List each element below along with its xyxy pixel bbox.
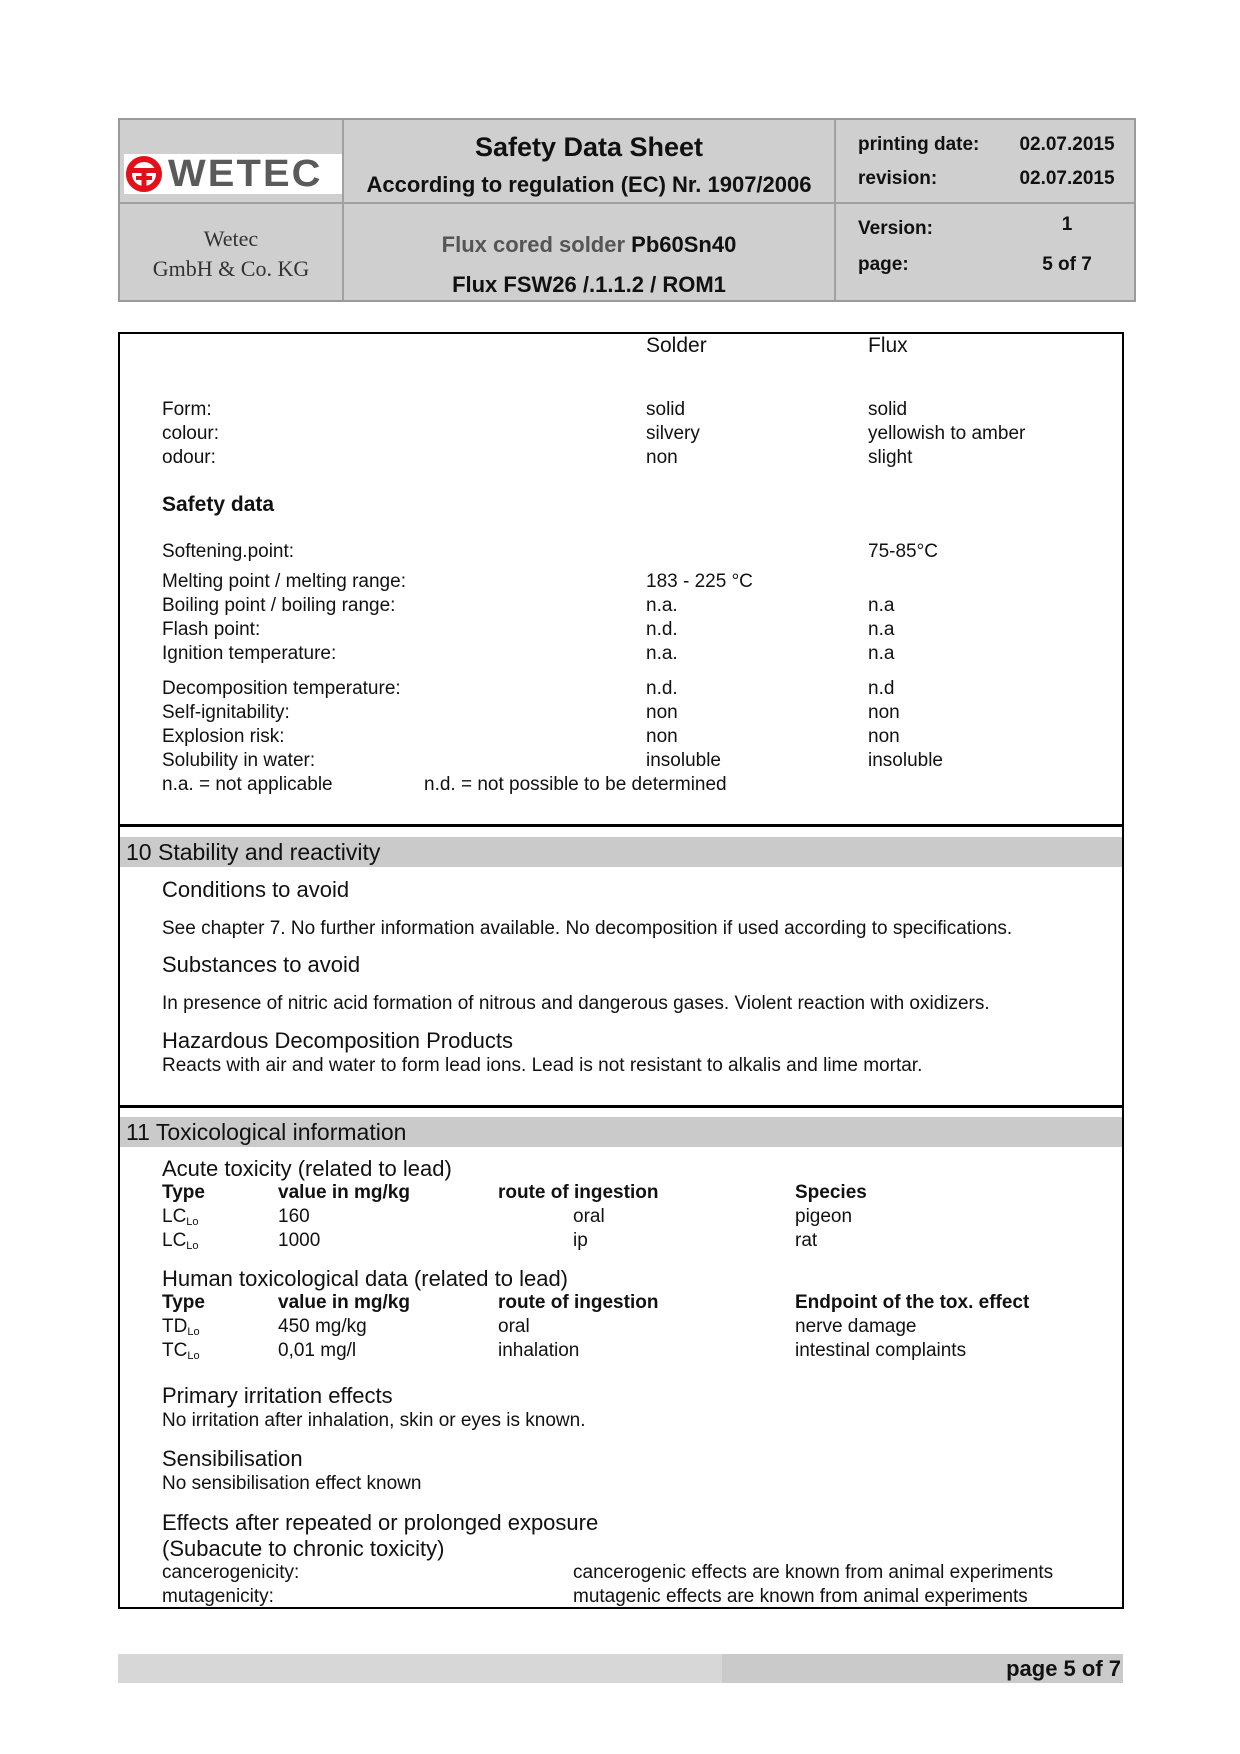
footer-page-number: page 5 of 7 [1006,1656,1121,1681]
header-divider [834,120,836,300]
property-label: Flash point: [162,619,261,640]
substances-text: In presence of nitric acid formation of nitrous and dangerous gases. Violent reaction with oxidizers. [162,993,990,1014]
company-line-1: Wetec [203,226,259,251]
tox-value: 160 [278,1206,310,1227]
section-divider [118,824,1124,827]
property-solder: non [646,447,678,468]
property-solder: n.a. [646,643,678,664]
col-endpoint: Endpoint of the tox. effect [795,1292,1030,1313]
property-flux: n.a [868,643,895,664]
repeated-exposure-subheading: (Subacute to chronic toxicity) [162,1536,445,1561]
product-name [344,232,834,258]
property-flux: insoluble [868,750,943,771]
tox-route: oral [573,1206,605,1227]
irritation-text: No irritation after inhalation, skin or eyes is known. [162,1410,586,1431]
section-divider [118,1105,1124,1108]
col-species: Species [795,1182,867,1203]
tox-species: pigeon [795,1206,853,1227]
tox-value: 1000 [278,1230,321,1251]
property-flux: non [868,726,900,747]
tox-route: oral [498,1316,530,1337]
document-title: Safety Data Sheet [474,132,704,162]
property-label: Solubility in water: [162,750,316,771]
tox-value: 450 mg/kg [278,1316,367,1337]
property-label: Explosion risk: [162,726,285,747]
legend-na: n.a. = not applicable [162,774,333,795]
property-label: Form: [162,399,212,420]
page-value: 5 of 7 [1042,254,1092,275]
col-value: value in mg/kg [278,1292,410,1313]
revision-label: revision: [858,168,938,189]
sensibilisation-text: No sensibilisation effect known [162,1473,422,1494]
section-11-title: 11 Toxicological information [120,1117,1122,1147]
wetec-logo [124,154,342,194]
wetec-logo-icon [126,156,162,192]
tox-endpoint: nerve damage [795,1316,917,1337]
property-solder: n.d. [646,619,678,640]
tox-route: ip [573,1230,588,1251]
conditions-text: See chapter 7. No further information available. No decomposition if used according to specifications. [162,918,1013,939]
property-label: Self-ignitability: [162,702,290,723]
header-divider [120,202,1134,204]
property-flux: slight [868,447,913,468]
property-solder: insoluble [646,750,721,771]
column-header-flux: Flux [868,334,908,357]
property-flux: solid [868,399,908,420]
tox-value: 0,01 mg/l [278,1340,357,1361]
property-solder: n.a. [646,595,678,616]
property-label: Melting point / melting range: [162,571,406,592]
property-flux: 75-85°C [868,541,938,562]
effect-value: mutagenic effects are known from animal experiments [573,1586,1028,1607]
company-line-2: GmbH & Co. KG [152,256,310,281]
property-flux: non [868,702,900,723]
tox-type: $LC_{Lo}$ [162,1206,199,1228]
printing-date-label: printing date: [858,134,980,155]
col-type: Type [162,1182,205,1203]
version-value: 1 [1061,214,1073,235]
product-flux: Flux FSW26 /.1.1.2 / ROM1 [452,272,726,297]
property-flux: n.d [868,678,895,699]
printing-date-value: 02.07.2015 [1019,134,1115,155]
document-header [118,118,1136,302]
col-route: route of ingestion [498,1182,659,1203]
irritation-heading: Primary irritation effects [162,1383,393,1408]
property-label: odour: [162,447,216,468]
tox-type: $TC_{Lo}$ [162,1340,200,1362]
logo-wordmark: WETEC [168,153,323,195]
property-flux: yellowish to amber [868,423,1026,444]
legend-nd: n.d. = not possible to be determined [424,774,727,795]
page-footer [118,1654,1123,1683]
product-prefix: Flux cored solder [441,232,632,257]
column-header-solder: Solder [646,334,707,357]
page-label: page: [858,254,909,275]
sensibilisation-heading: Sensibilisation [162,1446,303,1471]
tox-route: inhalation [498,1340,580,1361]
tox-type: $TD_{Lo}$ [162,1316,200,1338]
col-value: value in mg/kg [278,1182,410,1203]
version-label: Version: [858,218,933,239]
col-type: Type [162,1292,205,1313]
tox-type: $LC_{Lo}$ [162,1230,199,1252]
property-label: colour: [162,423,220,444]
section-10-title: 10 Stability and reactivity [120,837,1122,867]
revision-value: 02.07.2015 [1019,168,1115,189]
property-solder: non [646,702,678,723]
property-label: Softening.point: [162,541,295,562]
property-label: Ignition temperature: [162,643,337,664]
effect-label: mutagenicity: [162,1586,274,1607]
safety-data-heading: Safety data [162,493,275,516]
property-solder: n.d. [646,678,678,699]
regulation-subtitle: According to regulation (EC) Nr. 1907/2006 [366,172,812,197]
property-label: Boiling point / boiling range: [162,595,396,616]
tox-species: rat [795,1230,818,1251]
property-label: Decomposition temperature: [162,678,401,699]
property-solder: silvery [646,423,700,444]
effect-value: cancerogenic effects are known from animal experiments [573,1562,1054,1583]
conditions-heading: Conditions to avoid [162,877,350,902]
product-alloy: Pb60Sn40 [631,232,737,257]
hazardous-text: Reacts with air and water to form lead ions. Lead is not resistant to alkalis and lime mortar. [162,1055,923,1076]
property-solder: 183 - 225 °C [646,571,753,592]
hazardous-heading: Hazardous Decomposition Products [162,1028,513,1053]
property-solder: solid [646,399,686,420]
acute-toxicity-heading: Acute toxicity (related to lead) [162,1156,452,1181]
effect-label: cancerogenicity: [162,1562,300,1583]
property-solder: non [646,726,678,747]
property-flux: n.a [868,619,895,640]
substances-heading: Substances to avoid [162,952,361,977]
repeated-exposure-heading: Effects after repeated or prolonged exposure [162,1510,599,1535]
company-name [120,224,342,284]
col-route: route of ingestion [498,1292,659,1313]
tox-endpoint: intestinal complaints [795,1340,967,1361]
human-toxicology-heading: Human toxicological data (related to lead) [162,1266,569,1291]
property-flux: n.a [868,595,895,616]
